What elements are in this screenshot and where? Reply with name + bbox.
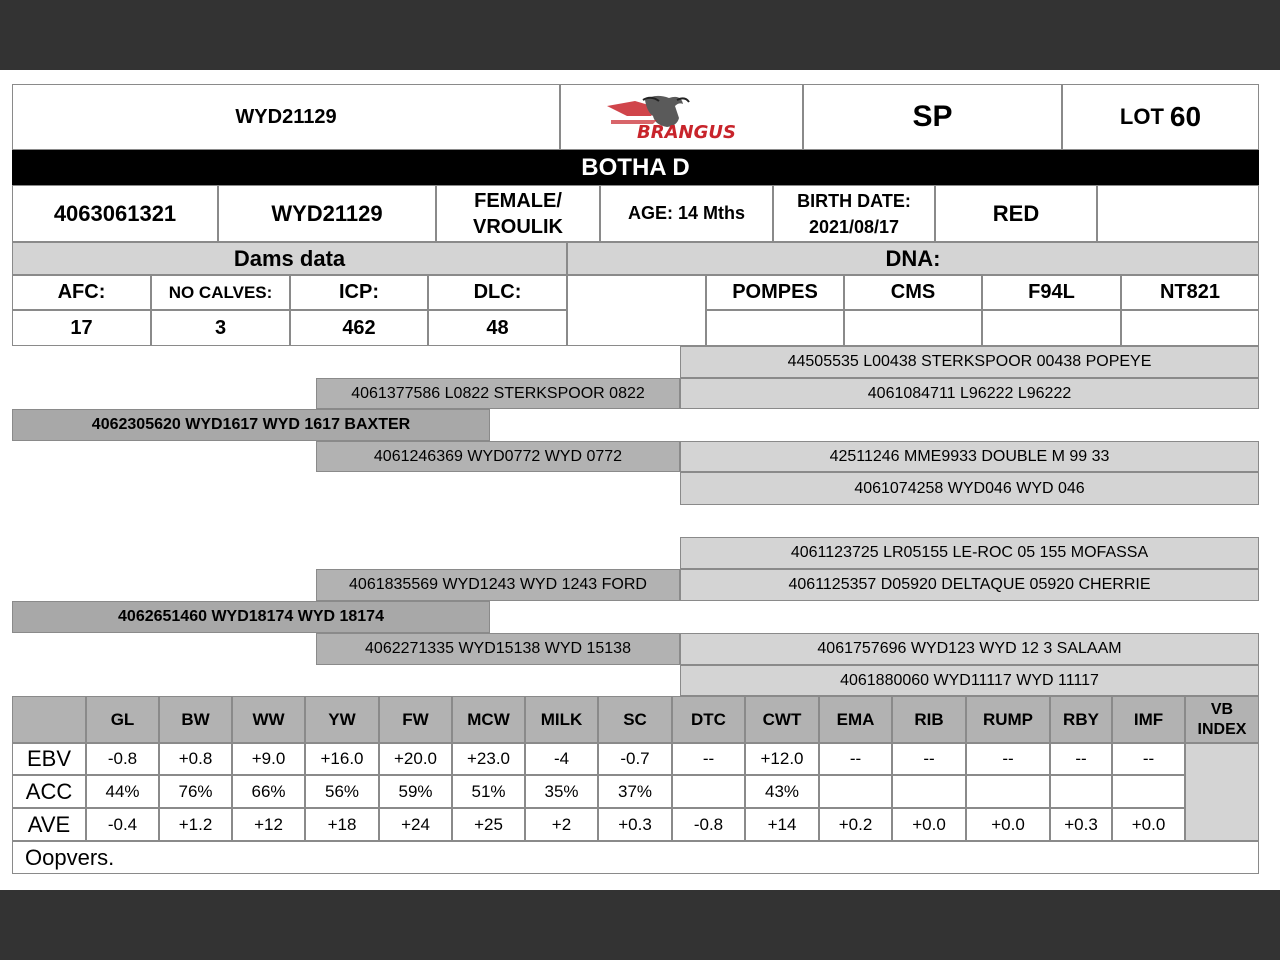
ebv-header-mcw (452, 696, 525, 743)
grade-text: SP (912, 100, 953, 133)
birth-date-cell (773, 185, 935, 242)
lot-number: 60 (1169, 101, 1202, 132)
ebv-header-rump-text: RUMP (982, 709, 1034, 729)
dams-header-calves-text: NO CALVES: (168, 282, 273, 302)
ebv-header-yw-text: YW (328, 709, 356, 729)
brangus-logo (560, 84, 803, 150)
ebv-cell-acc-ww-text: 66% (251, 781, 286, 801)
ebv-header-gl (86, 696, 159, 743)
ebv-cell-ave-cwt (745, 808, 819, 841)
ebv-cell-ave-rby-text: +0.3 (1064, 814, 1098, 834)
ebv-cell-ebv-rump (966, 743, 1050, 775)
ebv-cell-ebv-cwt-text: +12.0 (760, 749, 804, 768)
pedigree-text: 4061246369 WYD0772 WYD 0772 (373, 447, 623, 465)
ebv-header-rby (1050, 696, 1112, 743)
pedigree-text: 4061757696 WYD123 WYD 12 3 SALAAM (817, 640, 1122, 657)
ebv-row-label-ebv-text: EBV (26, 746, 72, 771)
dams-value-afc (12, 310, 151, 346)
ebv-cell-acc-milk-text: 35% (544, 781, 579, 801)
ebv-header-rby-text: RBY (1063, 709, 1099, 729)
ebv-cell-ebv-mcw (452, 743, 525, 775)
pedigree-dam-sire (316, 569, 680, 601)
ebv-cell-ebv-ww (232, 743, 305, 775)
pedigree-dam-sire-dam (680, 569, 1259, 601)
dams-value-icp (290, 310, 428, 346)
ebv-header-ww (232, 696, 305, 743)
dams-header-icp (290, 275, 428, 310)
ebv-cell-acc-imf (1112, 775, 1185, 808)
pedigree-text: 4061377586 L0822 STERKSPOOR 0822 (351, 384, 645, 402)
top-dark-band (0, 0, 1280, 70)
ebv-cell-ebv-imf (1112, 743, 1185, 775)
ebv-cell-ebv-yw-text: +16.0 (320, 749, 364, 768)
pedigree-text: 4061835569 WYD1243 WYD 1243 FORD (349, 576, 647, 593)
ebv-header-ema-text: EMA (836, 709, 875, 729)
dna-header-f94l (982, 275, 1121, 310)
ebv-header-fw (379, 696, 452, 743)
ebv-cell-acc-milk (525, 775, 598, 808)
ebv-cell-ebv-cwt (745, 743, 819, 775)
ebv-header-ww-text: WW (252, 709, 285, 729)
ebv-cell-ebv-mcw-text: +23.0 (466, 749, 510, 768)
ebv-cell-ebv-milk-text: -4 (553, 749, 570, 768)
ebv-cell-ebv-sc (598, 743, 672, 775)
lot-label: LOT (1119, 104, 1164, 129)
ebv-cell-ebv-rump-text: -- (1002, 749, 1014, 768)
ebv-header-sc-text: SC (623, 709, 647, 729)
ebv-cell-ave-cwt-text: +14 (767, 814, 797, 834)
animal-name-bar (12, 150, 1259, 185)
ebv-cell-ave-dtc (672, 808, 745, 841)
ebv-header-gl-text: GL (110, 709, 135, 729)
ebv-header-imf (1112, 696, 1185, 743)
ebv-cell-acc-ema (819, 775, 892, 808)
dna-value-nt821 (1121, 310, 1259, 346)
remarks-cell (12, 841, 1259, 874)
brangus-logo-text: BRANGUS (636, 122, 736, 142)
dna-header-f94l-text: F94L (1028, 281, 1075, 303)
ebv-header-rib-text: RIB (914, 709, 944, 729)
ebv-cell-ave-yw (305, 808, 379, 841)
dams-data-title-text: Dams data (233, 245, 346, 271)
id-code-header (12, 84, 560, 150)
ebv-cell-acc-gl (86, 775, 159, 808)
ebv-header-rump (966, 696, 1050, 743)
ebv-cell-ave-bw-text: +1.2 (178, 814, 213, 834)
ebv-header-cwt-text: CWT (762, 709, 802, 729)
dna-title (567, 242, 1259, 275)
ebv-header-corner (12, 696, 86, 743)
ebv-cell-ebv-yw (305, 743, 379, 775)
dams-data-title (12, 242, 567, 275)
pedigree-text: 4062271335 WYD15138 WYD 15138 (365, 640, 631, 657)
ebv-cell-ave-imf (1112, 808, 1185, 841)
pedigree-sire-sire-dam (680, 378, 1259, 409)
ebv-cell-acc-yw (305, 775, 379, 808)
dna-header-cms (844, 275, 982, 310)
ebv-cell-ebv-ww-text: +9.0 (251, 749, 286, 768)
ebv-header-rib (892, 696, 966, 743)
ebv-row-label-ave-text: AVE (27, 811, 71, 837)
dams-header-dlc-text: DLC: (473, 281, 522, 303)
dams-value-afc-text: 17 (70, 316, 93, 339)
dna-value-f94l (982, 310, 1121, 346)
pedigree-dam-sire-sire (680, 537, 1259, 569)
dna-header-pompes (706, 275, 844, 310)
sex-text: FEMALE/ VROULIK (473, 189, 563, 238)
reg-number: 4063061321 (53, 200, 177, 226)
ebv-cell-acc-cwt (745, 775, 819, 808)
dams-header-afc-text: AFC: (57, 281, 106, 303)
ebv-cell-acc-sc (598, 775, 672, 808)
ebv-cell-ave-mcw (452, 808, 525, 841)
dna-header-cms-text: CMS (890, 281, 936, 303)
pedigree-sire-sire-sire (680, 346, 1259, 378)
ebv-header-cwt (745, 696, 819, 743)
dams-value-calves (151, 310, 290, 346)
dna-value-pompes (706, 310, 844, 346)
dams-value-dlc (428, 310, 567, 346)
ebv-row-label-acc-text: ACC (25, 778, 73, 804)
ebv-cell-acc-bw-text: 76% (178, 781, 213, 801)
pedigree-text: 4062305620 WYD1617 WYD 1617 BAXTER (91, 416, 411, 433)
ebv-cell-ebv-sc-text: -0.7 (620, 749, 650, 768)
ebv-cell-ebv-gl-text: -0.8 (107, 749, 138, 768)
colour-cell (935, 185, 1097, 242)
animal-id-cell (218, 185, 436, 242)
ebv-cell-ave-sc-text: +0.3 (618, 814, 652, 834)
dams-value-icp-text: 462 (342, 316, 376, 339)
ebv-cell-ebv-rib (892, 743, 966, 775)
ebv-cell-ave-sc (598, 808, 672, 841)
pedigree-text: 4061880060 WYD11117 WYD 11117 (840, 671, 1099, 689)
ebv-cell-ebv-ema (819, 743, 892, 775)
pedigree-dam-dam (316, 633, 680, 665)
ebv-cell-ebv-milk (525, 743, 598, 775)
ebv-cell-ebv-rby-text: -- (1075, 749, 1087, 768)
ebv-cell-ave-fw-text: +24 (401, 814, 430, 834)
animal-id: WYD21129 (271, 200, 383, 226)
ebv-cell-acc-mcw-text: 51% (471, 781, 506, 801)
dna-blank-cell (567, 275, 706, 346)
ebv-row-label-ave (12, 808, 86, 841)
pedigree-sire-dam-dam (680, 472, 1259, 505)
ebv-cell-acc-fw-text: 59% (398, 781, 433, 801)
ebv-header-vb-index (1185, 696, 1259, 743)
pedigree-dam-dam-sire (680, 633, 1259, 665)
age-cell (600, 185, 773, 242)
ebv-cell-ebv-fw-text: +20.0 (393, 749, 437, 768)
dna-value-cms (844, 310, 982, 346)
ebv-cell-ave-milk-text: +2 (551, 814, 572, 834)
ebv-header-ema (819, 696, 892, 743)
dams-header-dlc (428, 275, 567, 310)
ebv-cell-ave-ww-text: +12 (254, 814, 283, 834)
ebv-header-yw (305, 696, 379, 743)
ebv-cell-acc-rby (1050, 775, 1112, 808)
ebv-cell-ave-mcw-text: +25 (474, 814, 503, 834)
lot-cell (1062, 84, 1259, 150)
sex-cell (436, 185, 600, 242)
ebv-header-mcw-text: MCW (467, 709, 510, 729)
pedigree-sire (12, 409, 490, 441)
ebv-row-label-acc (12, 775, 86, 808)
ebv-cell-acc-sc-text: 37% (617, 781, 653, 801)
pedigree-dam-dam-dam (680, 665, 1259, 696)
ebv-cell-acc-dtc (672, 775, 745, 808)
ebv-cell-ebv-gl (86, 743, 159, 775)
ebv-cell-acc-cwt-text: 43% (764, 781, 800, 801)
ebv-cell-ave-ema-text: +0.2 (838, 814, 873, 834)
ebv-cell-acc-rump (966, 775, 1050, 808)
age-text: AGE: 14 Mths (627, 203, 746, 223)
ebv-cell-ebv-ema-text: -- (849, 749, 862, 768)
ebv-cell-ebv-dtc (672, 743, 745, 775)
pedigree-sire-dam (316, 441, 680, 472)
ebv-header-bw (159, 696, 232, 743)
grade-cell (803, 84, 1062, 150)
ebv-cell-ebv-rib-text: -- (923, 749, 935, 768)
pedigree-text: 4061123725 LR05155 LE-ROC 05 155 MOFASSA (790, 544, 1149, 561)
ebv-cell-ave-imf-text: +0.0 (1131, 814, 1166, 834)
ebv-cell-ave-milk (525, 808, 598, 841)
ebv-header-dtc (672, 696, 745, 743)
ebv-cell-acc-yw-text: 56% (324, 781, 360, 801)
ebv-cell-ave-ema (819, 808, 892, 841)
dams-header-icp-text: ICP: (339, 281, 379, 303)
birth-date-value: 2021/08/17 (808, 216, 900, 237)
ebv-cell-acc-fw (379, 775, 452, 808)
ebv-cell-ave-rby (1050, 808, 1112, 841)
ebv-cell-ave-dtc-text: -0.8 (693, 814, 724, 834)
ebv-header-imf-text: IMF (1133, 709, 1164, 729)
vb-index-value-cell (1185, 743, 1259, 841)
dna-title-text: DNA: (885, 245, 941, 271)
ebv-header-vb-index-text: VB INDEX (1197, 700, 1247, 738)
ebv-cell-ave-rump (966, 808, 1050, 841)
dna-header-nt821 (1121, 275, 1259, 310)
ebv-cell-ebv-rby (1050, 743, 1112, 775)
ebv-cell-ave-rib (892, 808, 966, 841)
ebv-cell-ave-rib-text: +0.0 (912, 814, 946, 834)
ebv-cell-ave-ww (232, 808, 305, 841)
pedigree-text: 4061084711 L96222 L96222 (867, 384, 1072, 402)
pedigree-text: 44505535 L00438 STERKSPOOR 00438 POPEYE (787, 353, 1152, 370)
ebv-header-dtc-text: DTC (691, 709, 726, 729)
ebv-cell-acc-mcw (452, 775, 525, 808)
ebv-cell-acc-ww (232, 775, 305, 808)
ebv-cell-ave-yw-text: +18 (327, 814, 357, 834)
ebv-header-fw-text: FW (402, 709, 429, 729)
animal-name: BOTHA D (581, 153, 690, 181)
pedigree-sire-sire (316, 378, 680, 409)
ebv-cell-ave-rump-text: +0.0 (991, 814, 1025, 834)
dams-value-dlc-text: 48 (486, 316, 509, 339)
birth-date-label: BIRTH DATE: (797, 190, 911, 211)
ebv-header-sc (598, 696, 672, 743)
pedigree-text: 4061074258 WYD046 WYD 046 (854, 479, 1085, 497)
empty-info-cell (1097, 185, 1259, 242)
dna-header-pompes-text: POMPES (732, 281, 818, 303)
ebv-header-milk (525, 696, 598, 743)
pedigree-dam (12, 601, 490, 633)
ebv-cell-acc-rib (892, 775, 966, 808)
pedigree-text: 4062651460 WYD18174 WYD 18174 (118, 608, 384, 625)
ebv-cell-acc-bw (159, 775, 232, 808)
remarks-text: Oopvers. (25, 844, 115, 870)
ebv-cell-ebv-bw (159, 743, 232, 775)
ebv-cell-ave-gl (86, 808, 159, 841)
ebv-cell-acc-gl-text: 44% (105, 781, 140, 801)
ebv-cell-ave-gl-text: -0.4 (107, 814, 138, 834)
pedigree-text: 42511246 MME9933 DOUBLE M 99 33 (829, 447, 1110, 465)
ebv-cell-ave-bw (159, 808, 232, 841)
ebv-cell-ebv-imf-text: -- (1142, 749, 1155, 768)
ebv-row-label-ebv (12, 743, 86, 775)
ebv-cell-ave-fw (379, 808, 452, 841)
bottom-dark-band (0, 890, 1280, 960)
reg-number-cell (12, 185, 218, 242)
ebv-header-bw-text: BW (181, 709, 210, 729)
bull-head-icon (597, 92, 767, 142)
id-code-text: WYD21129 (235, 105, 337, 128)
ebv-cell-ebv-dtc-text: -- (702, 749, 715, 768)
pedigree-text: 4061125357 D05920 DELTAQUE 05920 CHERRIE (788, 576, 1151, 593)
dams-header-calves (151, 275, 290, 310)
colour-text: RED (992, 200, 1040, 226)
ebv-cell-ebv-fw (379, 743, 452, 775)
dams-header-afc (12, 275, 151, 310)
dna-header-nt821-text: NT821 (1159, 281, 1221, 303)
ebv-header-milk-text: MILK (540, 709, 583, 729)
pedigree-sire-dam-sire (680, 441, 1259, 472)
ebv-cell-ebv-bw-text: +0.8 (178, 749, 213, 768)
dams-value-calves-text: 3 (214, 316, 227, 339)
